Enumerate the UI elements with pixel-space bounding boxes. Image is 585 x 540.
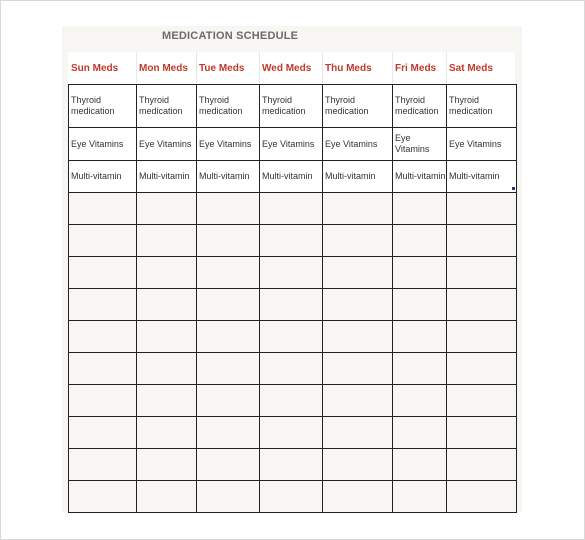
table-cell[interactable]: Multi-vitamin xyxy=(323,161,393,193)
table-cell[interactable]: Eye Vitamins xyxy=(260,128,323,161)
empty-cell[interactable] xyxy=(323,385,393,417)
empty-cell[interactable] xyxy=(137,321,197,353)
empty-row xyxy=(69,353,517,385)
empty-row xyxy=(69,385,517,417)
header-divider xyxy=(136,52,137,84)
empty-cell[interactable] xyxy=(393,321,447,353)
empty-cell[interactable] xyxy=(393,353,447,385)
empty-cell[interactable] xyxy=(197,321,260,353)
table-cell[interactable]: Eye Vitamins xyxy=(137,128,197,161)
empty-cell[interactable] xyxy=(260,481,323,513)
empty-cell[interactable] xyxy=(137,417,197,449)
empty-cell[interactable] xyxy=(197,353,260,385)
table-cell[interactable]: Eye Vitamins xyxy=(69,128,137,161)
empty-cell[interactable] xyxy=(260,225,323,257)
header-divider xyxy=(392,52,393,84)
empty-cell[interactable] xyxy=(69,225,137,257)
empty-cell[interactable] xyxy=(69,449,137,481)
table-cell[interactable]: Thyroid medication xyxy=(447,85,517,128)
empty-cell[interactable] xyxy=(197,289,260,321)
table-cell[interactable]: Multi-vitamin xyxy=(197,161,260,193)
table-cell[interactable]: Eye Vitamins xyxy=(197,128,260,161)
empty-cell[interactable] xyxy=(447,417,517,449)
empty-cell[interactable] xyxy=(137,193,197,225)
empty-cell[interactable] xyxy=(447,225,517,257)
empty-cell[interactable] xyxy=(323,257,393,289)
empty-cell[interactable] xyxy=(447,193,517,225)
empty-cell[interactable] xyxy=(393,449,447,481)
empty-cell[interactable] xyxy=(447,289,517,321)
empty-cell[interactable] xyxy=(137,289,197,321)
empty-cell[interactable] xyxy=(393,193,447,225)
table-cell[interactable]: Eye Vitamins xyxy=(323,128,393,161)
table-cell[interactable]: Thyroid medication xyxy=(393,85,447,128)
empty-cell[interactable] xyxy=(260,449,323,481)
empty-cell[interactable] xyxy=(323,481,393,513)
empty-cell[interactable] xyxy=(137,257,197,289)
table-cell[interactable]: Eye Vitamins xyxy=(447,128,517,161)
column-header: Mon Meds xyxy=(139,62,188,74)
empty-cell[interactable] xyxy=(69,385,137,417)
empty-cell[interactable] xyxy=(393,225,447,257)
empty-cell[interactable] xyxy=(197,193,260,225)
header-divider xyxy=(322,52,323,84)
empty-cell[interactable] xyxy=(260,257,323,289)
empty-cell[interactable] xyxy=(393,289,447,321)
empty-row xyxy=(69,257,517,289)
empty-cell[interactable] xyxy=(447,385,517,417)
table-cell[interactable]: Thyroid medication xyxy=(137,85,197,128)
empty-cell[interactable] xyxy=(69,417,137,449)
empty-cell[interactable] xyxy=(447,481,517,513)
empty-cell[interactable] xyxy=(260,289,323,321)
column-header: Sat Meds xyxy=(449,62,493,74)
empty-cell[interactable] xyxy=(197,481,260,513)
schedule-grid xyxy=(68,84,517,513)
table-cell[interactable]: Multi-vitamin xyxy=(69,161,137,193)
table-cell[interactable]: Eye Vitamins xyxy=(393,128,447,161)
empty-cell[interactable] xyxy=(393,257,447,289)
empty-cell[interactable] xyxy=(69,321,137,353)
empty-cell[interactable] xyxy=(137,481,197,513)
empty-row xyxy=(69,417,517,449)
table-row xyxy=(69,85,517,128)
empty-cell[interactable] xyxy=(447,321,517,353)
empty-cell[interactable] xyxy=(260,417,323,449)
empty-cell[interactable] xyxy=(197,417,260,449)
empty-cell[interactable] xyxy=(197,225,260,257)
empty-row xyxy=(69,321,517,353)
empty-cell[interactable] xyxy=(69,481,137,513)
empty-cell[interactable] xyxy=(393,481,447,513)
empty-row xyxy=(69,225,517,257)
table-cell[interactable]: Multi-vitamin xyxy=(447,161,517,193)
empty-cell[interactable] xyxy=(137,353,197,385)
table-cell[interactable]: Multi-vitamin xyxy=(393,161,447,193)
empty-row xyxy=(69,449,517,481)
empty-cell[interactable] xyxy=(197,385,260,417)
schedule-title: MEDICATION SCHEDULE xyxy=(162,30,299,42)
empty-cell[interactable] xyxy=(69,353,137,385)
column-header: Tue Meds xyxy=(199,62,245,74)
header-divider xyxy=(259,52,260,84)
empty-cell[interactable] xyxy=(69,193,137,225)
empty-cell[interactable] xyxy=(197,449,260,481)
empty-cell[interactable] xyxy=(393,385,447,417)
header-divider xyxy=(446,52,447,84)
empty-cell[interactable] xyxy=(323,321,393,353)
empty-cell[interactable] xyxy=(323,353,393,385)
empty-row xyxy=(69,289,517,321)
empty-cell[interactable] xyxy=(323,417,393,449)
table-cell[interactable]: Multi-vitamin xyxy=(260,161,323,193)
empty-cell[interactable] xyxy=(137,225,197,257)
column-header: Sun Meds xyxy=(71,62,119,74)
empty-cell[interactable] xyxy=(447,449,517,481)
empty-row xyxy=(69,481,517,513)
empty-cell[interactable] xyxy=(447,257,517,289)
empty-cell[interactable] xyxy=(323,449,393,481)
empty-cell[interactable] xyxy=(323,289,393,321)
column-header: Thu Meds xyxy=(325,62,372,74)
empty-cell[interactable] xyxy=(137,449,197,481)
empty-cell[interactable] xyxy=(260,321,323,353)
table-cell[interactable]: Thyroid medication xyxy=(260,85,323,128)
empty-cell[interactable] xyxy=(69,257,137,289)
table-row xyxy=(69,128,517,161)
empty-cell[interactable] xyxy=(197,257,260,289)
selection-handle[interactable] xyxy=(512,187,515,190)
table-cell[interactable]: Thyroid medication xyxy=(323,85,393,128)
empty-cell[interactable] xyxy=(323,225,393,257)
column-header: Fri Meds xyxy=(395,62,437,74)
empty-cell[interactable] xyxy=(393,417,447,449)
empty-cell[interactable] xyxy=(260,193,323,225)
table-cell[interactable]: Thyroid medication xyxy=(197,85,260,128)
table-cell[interactable]: Thyroid medication xyxy=(69,85,137,128)
empty-cell[interactable] xyxy=(260,353,323,385)
empty-cell[interactable] xyxy=(447,353,517,385)
empty-cell[interactable] xyxy=(260,385,323,417)
empty-row xyxy=(69,193,517,225)
empty-cell[interactable] xyxy=(323,193,393,225)
column-header: Wed Meds xyxy=(262,62,312,74)
empty-cell[interactable] xyxy=(69,289,137,321)
table-row xyxy=(69,161,517,193)
empty-cell[interactable] xyxy=(137,385,197,417)
table-cell[interactable]: Multi-vitamin xyxy=(137,161,197,193)
header-divider xyxy=(196,52,197,84)
